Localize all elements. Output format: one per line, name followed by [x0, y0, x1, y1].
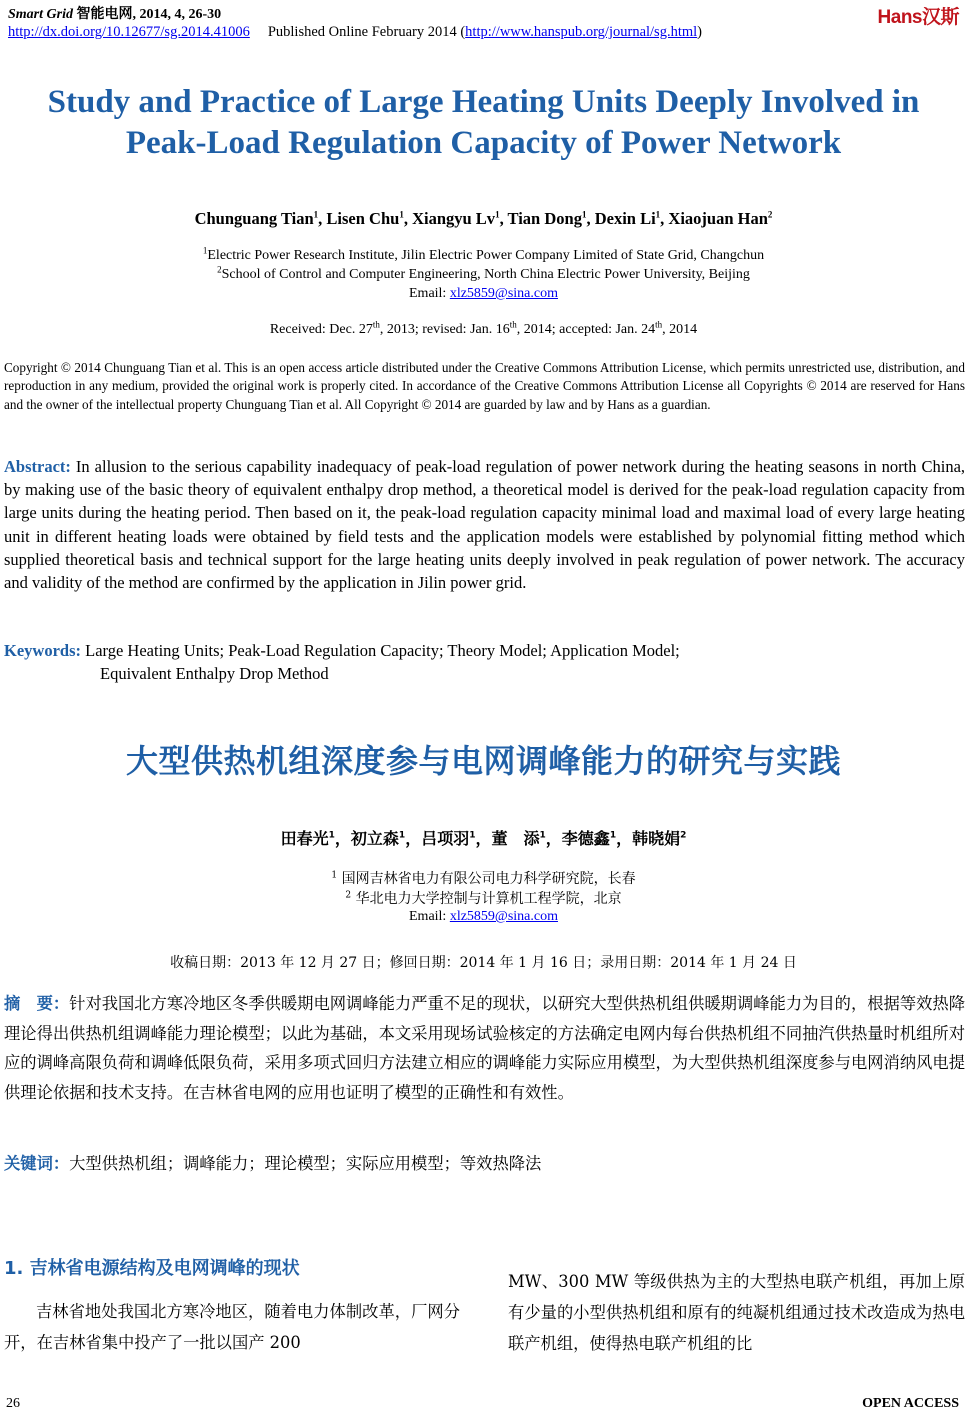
publisher-logo: Hans汉斯: [877, 7, 959, 28]
paper-title-en: [0, 82, 967, 164]
received-dates: Received: Dec. 27th, 2013; revised: Jan. 16th, 2014; accepted: Jan. 24th, 2014: [269, 319, 698, 337]
paper-title-en-line2: Peak-Load Regulation Capacity of Power Network: [125, 125, 842, 161]
abstract-text-cn: 针对我国北方寒冷地区冬季供暖期电网调峰能力严重不足的现状，以研究大型供热机组供暖期调峰能力为目的，根据等效热降理论得出供热机组调峰能力理论模型；以此为基础，本文采用现场试验核定的方法确定电网内每台供热机组不同抽汽供热量时机组所对应的调峰高限负荷和调峰低限负荷，采用多项式回归方法建立相应的调峰能力实际应用模型，为大型供热机组深度参与电网消纳风电提供理论依据和技术支持。在吉林省电网的应用也证明了模型的正确性和有效性。: [4, 994, 965, 1102]
doi-link[interactable]: http://dx.doi.org/10.12677/sg.2014.41006: [8, 24, 250, 40]
abstract-cn: [4, 989, 965, 1107]
keywords-en: [4, 640, 965, 685]
paper-title-cn: 大型供热机组深度参与电网调峰能力的研究与实践: [125, 742, 841, 780]
received-dates-cn: 收稿日期：2013 年 12 月 27 日；修回日期：2014 年 1 月 16 日；录用日期：2014 年 1 月 24 日: [170, 955, 797, 971]
journal-name-cn: 智能电网, 2014, 4, 26-30: [76, 7, 222, 22]
published-close: ): [697, 24, 703, 40]
journal-header: [8, 3, 221, 23]
author: Tian Dong$^1$,: [507, 209, 595, 228]
email-link-cn[interactable]: xlz5859@sina.com: [449, 909, 558, 924]
author: Xiangyu Lv$^1$,: [412, 209, 508, 228]
journal-name-en: Smart Grid: [8, 7, 73, 22]
keywords-line1: Large Heating Units; Peak-Load Regulation Capacity; Theory Model; Application Model;: [85, 641, 680, 660]
author-cn: 吕项羽$^1$，: [421, 829, 492, 848]
body-column-left: [4, 1296, 460, 1358]
header-links-line: [8, 24, 702, 41]
author-cn: 初立森$^1$，: [350, 829, 422, 848]
paragraph: 吉林省地处我国北方寒冷地区，随着电力体制改革，厂网分开，在吉林省集中投产了一批以国产 200: [4, 1302, 460, 1352]
affiliation-cn-2: $^2$ 华北电力大学控制与计算机工程学院，北京: [345, 890, 622, 907]
keywords-label-cn: 关键词：: [4, 1154, 70, 1173]
authors-en: [0, 209, 967, 229]
affiliation-cn-1: $^1$ 国网吉林省电力有限公司电力科学研究院，长春: [331, 870, 636, 887]
author-cn: 董 添$^1$，: [491, 829, 562, 848]
author-cn: 韩晓娟$^2$: [632, 829, 687, 848]
author-cn: 李德鑫$^1$，: [561, 829, 633, 848]
author-cn: 田春光$^1$，: [280, 829, 351, 848]
paper-title-en-line1: Study and Practice of Large Heating Units Deeply Involved in: [47, 84, 920, 120]
body-column-right: MW、300 MW 等级供热为主的大型热电联产机组，再加上原有少量的小型供热机组和原有的纯凝机组通过技术改造成为热电联产机组，使得热电联产机组的比: [508, 1272, 965, 1353]
open-access-label: OPEN ACCESS: [862, 1396, 959, 1411]
author: Lisen Chu$^1$,: [326, 209, 413, 228]
published-online-text: Published Online February 2014 (: [267, 24, 466, 40]
email-line: Email: xlz5859@sina.com: [409, 286, 558, 301]
abstract-label-cn: 摘 要：: [4, 994, 70, 1013]
affiliation-1: $^1$Electric Power Research Institute, Jilin Electric Power Company Limited of State Grid, Changchun: [202, 245, 765, 263]
keywords-line2: Equivalent Enthalpy Drop Method: [100, 663, 329, 683]
author: Xiaojuan Han$^2$: [668, 209, 773, 228]
authors-cn: [0, 826, 967, 849]
journal-link[interactable]: http://www.hanspub.org/journal/sg.html: [465, 24, 698, 40]
keywords-label: Keywords:: [4, 641, 81, 660]
email-line-cn: Email: xlz5859@sina.com: [409, 909, 558, 924]
email-link[interactable]: xlz5859@sina.com: [449, 286, 558, 301]
abstract-label: Abstract:: [4, 457, 71, 476]
author: Dexin Li$^1$,: [594, 209, 669, 228]
keywords-cn: [4, 1150, 965, 1174]
keywords-text-cn: 大型供热机组；调峰能力；理论模型；实际应用模型；等效热降法: [69, 1154, 542, 1173]
author: Chunguang Tian$^1$,: [194, 209, 327, 228]
affiliation-2: $^2$School of Control and Computer Engineering, North China Electric Power University, Beijing: [217, 264, 750, 282]
page-number: 26: [6, 1396, 20, 1411]
copyright-notice: Copyright © 2014 Chunguang Tian et al. This is an open access article distributed under the Creative Commons Attribution License, which permits unrestricted use, distribution, and reproduction in any medium, provided the original work is properly cited. In accordance of the Creative Commons Attribution License all Copyrights © 2014 are reserved for Hans and the owner of the intellectual property Chunguang Tian et al. All Copyright © 2014 are guarded by law and by Hans as a guardian.: [4, 360, 965, 412]
abstract-en: [4, 455, 965, 594]
section-heading: 1. 吉林省电源结构及电网调峰的现状: [4, 1258, 300, 1279]
abstract-text: In allusion to the serious capability inadequacy of peak-load regulation of power network during the heating seasons in north China, by making use of the basic theory of equivalent enthalpy drop method, a theoretical model is derived for the peak-load regulation capacity from large units during the heating period. Then based on it, the peak-load regulation capacity minimal load and maximal load of every large heating unit in different heating loads were obtained by field tests and the application models were established by polynomial fitting method which supplied theoretical basis and technical support for the large heating units deeply involved in peak regulation of power network. The accuracy and validity of the method are confirmed by the application in Jilin power grid.: [4, 457, 966, 593]
